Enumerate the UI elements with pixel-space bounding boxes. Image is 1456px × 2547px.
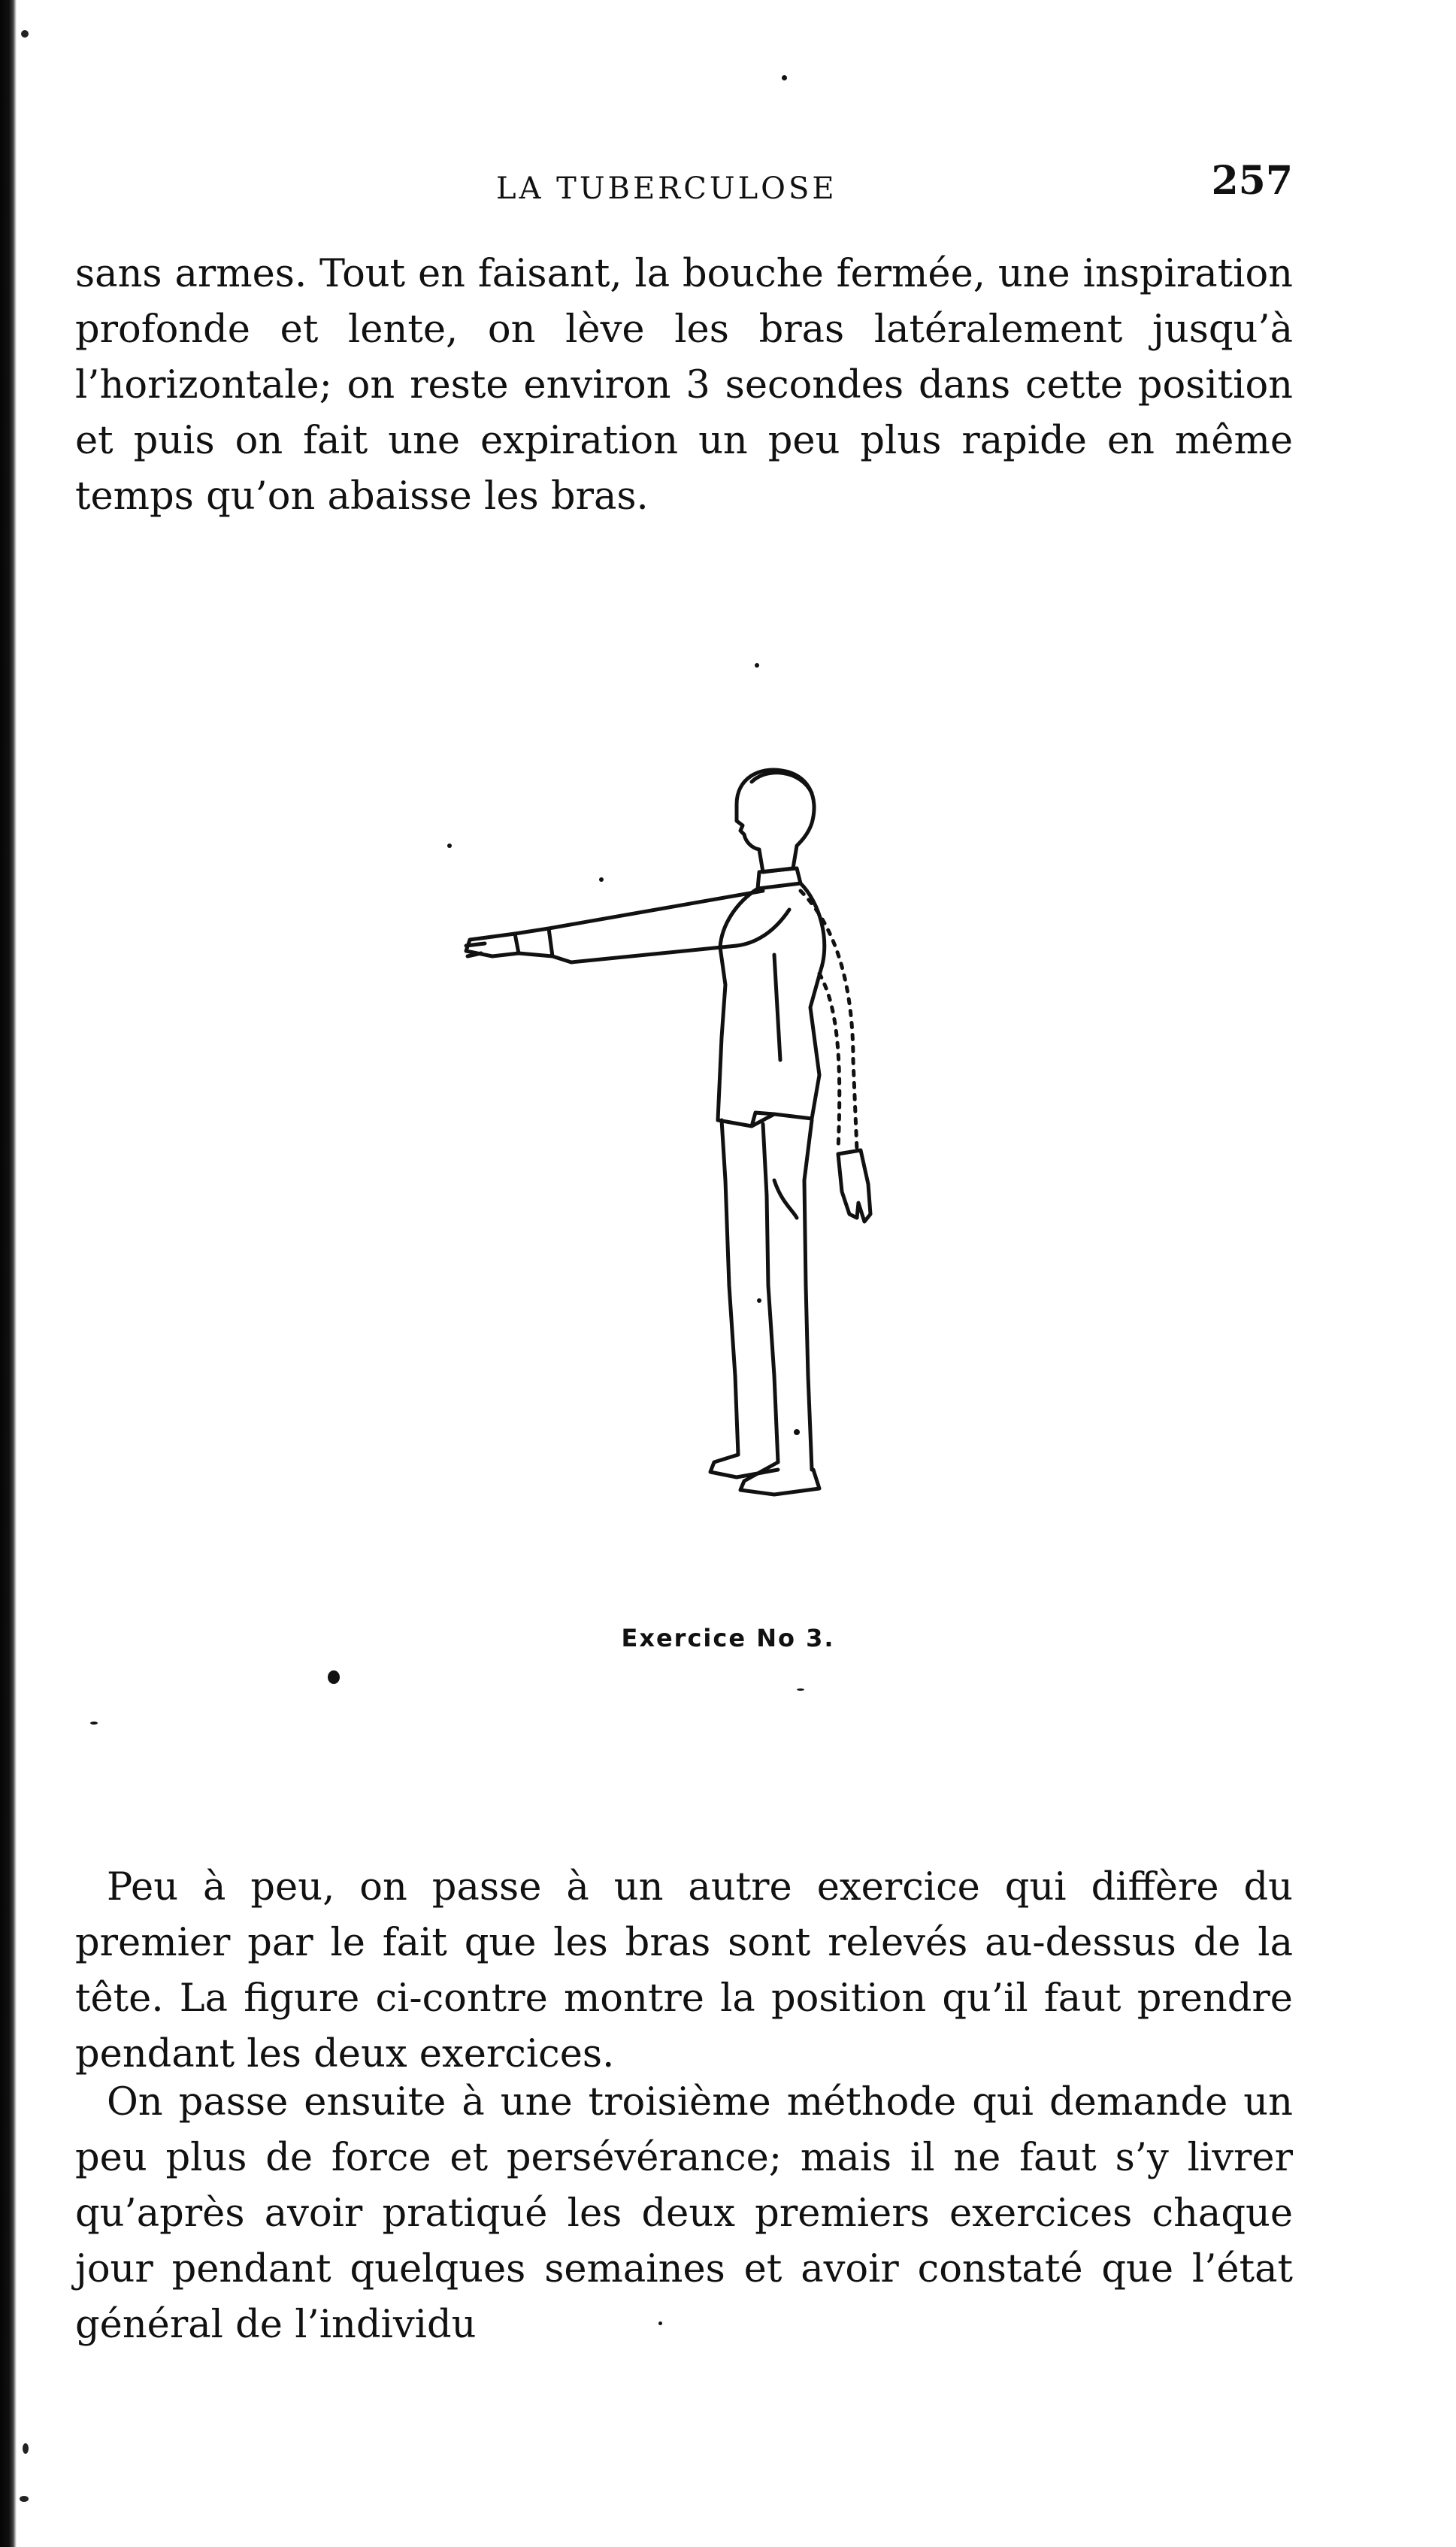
paragraph: sans armes. Tout en faisant, la bouche fermée, une inspiration profonde et lente, on lève les bras latéralement jusqu’à l’horizontale; on reste environ 3 secondes dans cette position et puis on fait une expiration un peu plus rapide en même temps qu’on abaisse les bras. <box>75 252 1293 519</box>
paragraph: On passe ensuite à une troisième méthode qui demande un peu plus de force et persévérance; mais il ne faut s’y livrer qu’après avoir pratiqué les deux premiers exercices chaque jour pendant quelques semaines et avoir constaté que l’état général de l’individu <box>75 2080 1293 2347</box>
ink-speck <box>782 75 787 80</box>
paragraph: Peu à peu, on passe à un autre exercice qui diffère du premier par le fait que les bras sont relevés au-dessus de la tête. La figure ci-contre montre la position qu’il faut prendre pendant les deux exercices. <box>75 1865 1293 2076</box>
binding-speck <box>21 30 29 38</box>
ink-speck <box>90 1722 98 1725</box>
ink-speck <box>755 663 759 668</box>
ink-speck <box>328 1670 340 1684</box>
binding-speck <box>20 2496 29 2502</box>
ink-speck <box>797 1688 804 1691</box>
page-binding-edge <box>0 0 17 2547</box>
page-number: 257 <box>1211 158 1293 204</box>
binding-speck <box>23 2443 29 2454</box>
running-title: LA TUBERCULOSE <box>496 171 837 206</box>
figure-caption: Exercice No 3. <box>621 1624 835 1652</box>
exercise-illustration <box>421 759 917 1609</box>
page-header <box>75 158 1293 218</box>
